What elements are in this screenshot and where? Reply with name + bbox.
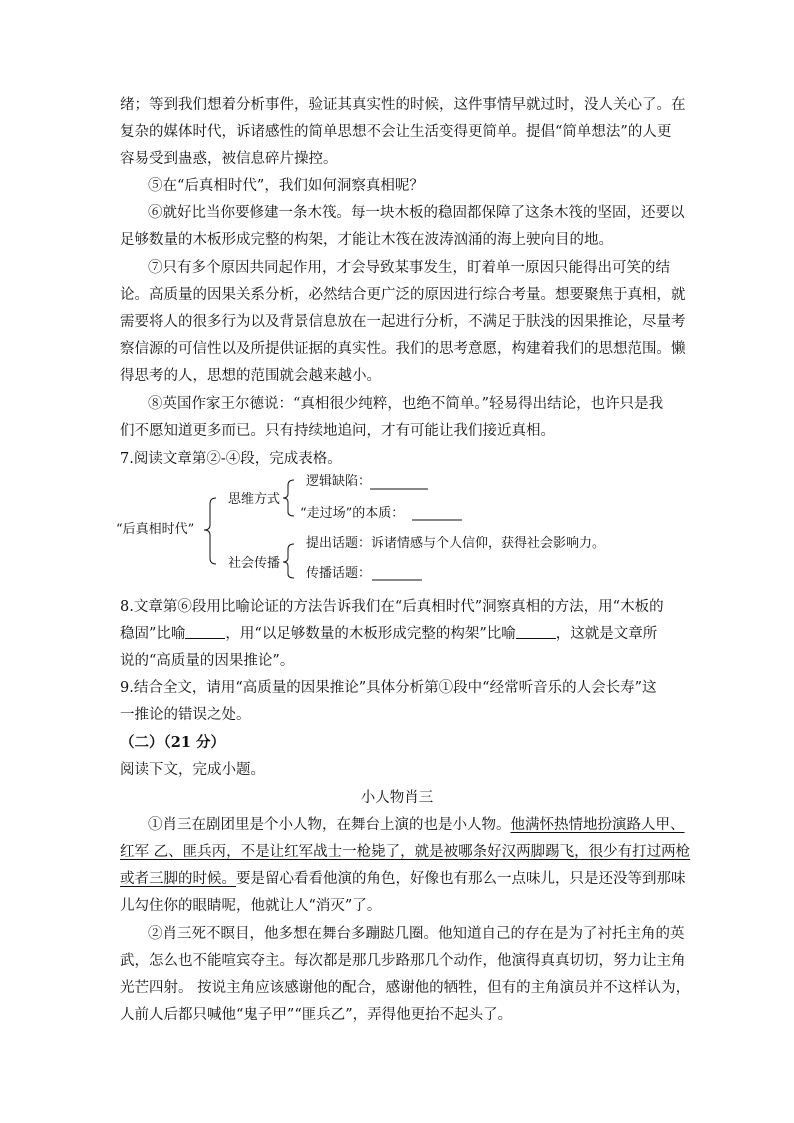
section-heading bbox=[120, 733, 680, 753]
question-8-line bbox=[120, 624, 680, 644]
question-8-text: ，这就是文章所 bbox=[555, 626, 658, 642]
section-score: （21 分） bbox=[163, 734, 225, 751]
paragraph-line: 绪；等到我们想着分析事件，验证其真实性的时候，这件事情早就过时，没人关心了。在 bbox=[120, 97, 686, 113]
diagram-branch-thinking: 思维方式 bbox=[228, 492, 281, 507]
story-paragraph-2-line: 光芒四射。 按说主角应该感谢他的配合，感谢他的牺牲，但有的主角演员并不这样认为， bbox=[120, 980, 691, 996]
diagram-leaf-spread-topic: 传播话题： bbox=[306, 566, 372, 581]
answer-blank[interactable] bbox=[185, 624, 225, 639]
question-8-line: 说的“高质量的因果推论”。 bbox=[120, 653, 295, 669]
paragraph-6-line: ⑥就好比当你要修建一条木筏。每一块木板的稳固都保障了这条木筏的坚固，还要以 bbox=[148, 205, 685, 221]
paragraph-8-line: ⑧英国作家王尔德说：“真相很少纯粹，也绝不简单。”轻易得出结论，也许只是我 bbox=[148, 396, 664, 412]
underlined-text: 或者三脚的时候。 bbox=[120, 871, 236, 887]
question-9-line: 一推论的错误之处。 bbox=[120, 707, 251, 723]
underlined-text: 他满怀热情地扮演路人甲、 bbox=[510, 817, 685, 833]
paragraph-8-line: 们不愿知道更多而已。只有持续地追问，才有可能让我们接近真相。 bbox=[120, 423, 555, 439]
story-paragraph-2-line: ②肖三死不瞑目，他多想在舞台多蹦跶几圈。他知道自己的存在是为了衬托主角的英 bbox=[148, 926, 685, 942]
story-paragraph-1-line bbox=[148, 815, 708, 835]
diagram-leaf-formality: “走过场”的本质： bbox=[300, 506, 405, 521]
diagram-leaf-logic-flaw: 逻辑缺陷： bbox=[306, 474, 372, 489]
question-8-text: ，用“以足够数量的木板形成完整的构架”比喻 bbox=[225, 626, 516, 642]
section-instruction: 阅读下文，完成小题。 bbox=[120, 762, 265, 778]
paragraph-7-line: 论。高质量的因果关系分析，必然结合更广泛的原因进行综合考量。想要聚焦于真相，就 bbox=[120, 287, 686, 303]
paragraph-7-line: ⑦只有多个原因共同起作用，才会导致某事发生，盯着单一原因只能得出可笑的结 bbox=[148, 260, 670, 276]
diagram-leaf-raise-topic: 提出话题：诉诸情感与个人信仰，获得社会影响力。 bbox=[306, 536, 606, 551]
paragraph-5: ⑤在“后真相时代”，我们如何洞察真相呢？ bbox=[148, 178, 424, 194]
answer-blank[interactable] bbox=[516, 624, 556, 639]
question-7-brace-diagram bbox=[116, 470, 616, 590]
paragraph-line: 复杂的媒体时代，诉诸感性的简单思想不会让生活变得更简单。提倡“简单想法”的人更 bbox=[120, 124, 672, 140]
paragraph-7-line: 需要将人的很多行为以及背景信息放在一起进行分析，不满足于肤浅的因果推论，尽量考 bbox=[120, 314, 686, 330]
story-paragraph-1-line: 儿勾住你的眼睛呢，他就让人“消灭”了。 bbox=[120, 898, 382, 914]
question-8-line: 8.文章第⑥段用比喻论证的方法告诉我们在“后真相时代”洞察真相的方法，用“木板的 bbox=[120, 599, 664, 615]
diagram-branch-communication: 社会传播 bbox=[228, 556, 281, 571]
story-text: 要是留心看看他演的角色，好像也有那么一点味儿，只是还没等到那味 bbox=[236, 871, 686, 887]
story-paragraph-2-line: 人前人后都只喊他“鬼子甲”“匪兵乙”，弄得他更抬不起头了。 bbox=[120, 1007, 513, 1023]
story-paragraph-2-line: 武，怎么也不能喧宾夺主。每次都是那几步路那几个动作，他演得真真切切，努力让主角 bbox=[120, 953, 686, 969]
paragraph-7-line: 察信源的可信性以及所提供证据的真实性。我们的思考意愿，构建着我们的思想范围。懒 bbox=[120, 341, 686, 357]
story-text: ①肖三在剧团里是个小人物，在舞台上演的也是小人物。 bbox=[148, 817, 511, 833]
story-paragraph-1-line bbox=[120, 869, 686, 889]
underlined-text: 红军 乙、匪兵丙，不是让红军战士一枪毙了，就是被哪条好汉两脚踢飞，很少有打过两枪 bbox=[120, 844, 691, 860]
question-8-text: 稳固”比喻 bbox=[120, 626, 186, 642]
paragraph-6-line: 足够数量的木板形成完整的构架，才能让木筏在波涛汹涌的海上驶向目的地。 bbox=[120, 232, 613, 248]
story-title: 小人物肖三 bbox=[360, 790, 434, 806]
question-9-line: 9.结合全文，请用“高质量的因果推论”具体分析第①段中“经常听音乐的人会长寿”这 bbox=[120, 680, 657, 696]
question-7-stem: 7.阅读文章第②-④段，完成表格。 bbox=[120, 451, 342, 467]
paragraph-7-line: 得思考的人，思想的范围就会越来越小。 bbox=[120, 368, 381, 384]
paragraph-line: 容易受到蛊惑，被信息碎片操控。 bbox=[120, 151, 338, 167]
diagram-root: “后真相时代” bbox=[116, 522, 195, 537]
section-number: （二） bbox=[120, 734, 164, 751]
